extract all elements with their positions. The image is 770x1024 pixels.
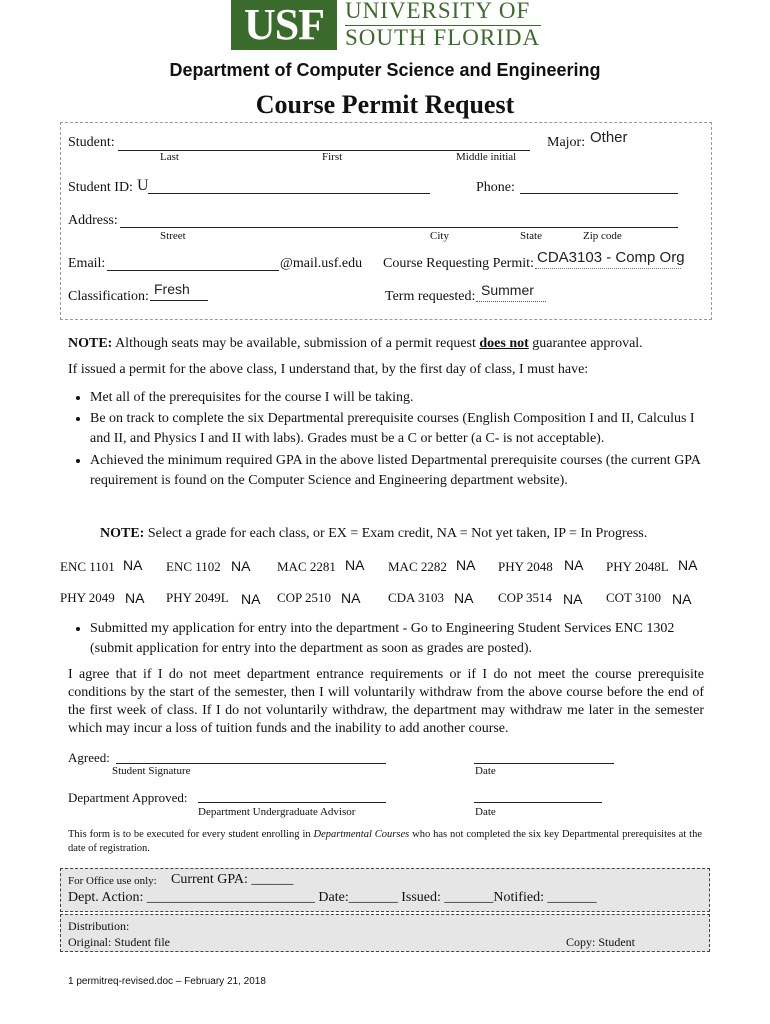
distribution-copy: Copy: Student [566, 935, 636, 949]
application-list [68, 619, 706, 659]
major-label: Major: [547, 135, 586, 150]
distribution-label: Distribution: [68, 919, 130, 933]
usf-logo-line1: UNIVERSITY OF [345, 0, 531, 23]
email-field[interactable] [107, 270, 279, 271]
grade-course-phy2048l: PHY 2048L [606, 559, 669, 574]
term-field[interactable]: Summer [481, 282, 534, 298]
student-id-prefix: U [137, 177, 149, 194]
grade-course-mac2282: MAC 2282 [388, 559, 447, 574]
phone-label: Phone: [476, 180, 515, 195]
sublabel-city: City [430, 230, 449, 242]
list-item: • Achieved the minimum required GPA in the above listed Departmental prerequisite courses (the current GPA requirement is found on the Computer Science and Engineering department website). [90, 451, 706, 491]
footnote-text-b: who has not completed the six key Departmental prerequisites at the date of registration. [68, 829, 702, 854]
date-caption-2: Date [475, 806, 496, 818]
grade-course-phy2048: PHY 2048 [498, 559, 553, 574]
sublabel-zip: Zip code [583, 230, 622, 242]
sublabel-street: Street [160, 230, 186, 242]
office-use-label: For Office use only: [68, 875, 157, 887]
agreed-label: Agreed: [68, 750, 110, 765]
usf-logo-line2: SOUTH FLORIDA [345, 25, 541, 50]
date-field-2[interactable] [474, 802, 602, 803]
usf-logo-mark: USF [231, 0, 337, 50]
footnote-italic: Departmental Courses [313, 829, 410, 840]
intro-text: If issued a permit for the above class, I understand that, by the first day of class, I must have: [68, 362, 589, 377]
list-item: • Be on track to complete the six Departmental prerequisite courses (English Composition I and II, Calculus I and II, and Physics I and II with labs). Grades must be a C or better (a C- is not acceptable). [90, 409, 706, 449]
advisor-signature-field[interactable] [198, 802, 386, 803]
grade-course-cot3100: COT 3100 [606, 590, 662, 605]
note-approval-text-b: guarantee approval. [528, 336, 643, 351]
grade-course-cda3103: CDA 3103 [388, 590, 444, 605]
note-approval-text-a: Although seats may be available, submission of a permit request [112, 336, 480, 351]
distribution-original: Original: Student file [68, 935, 170, 949]
distribution-box [60, 914, 710, 952]
phone-field[interactable] [520, 193, 678, 194]
course-field[interactable]: CDA3103 - Comp Org [537, 249, 685, 266]
usf-logo [231, 0, 541, 50]
note-grades [100, 526, 647, 542]
student-id-field[interactable] [148, 193, 430, 194]
sublabel-middle: Middle initial [456, 151, 517, 163]
date-caption-1: Date [475, 765, 496, 777]
grade-course-enc1101: ENC 1101 [60, 559, 115, 574]
note-grades-text: Select a grade for each class, or EX = Exam credit, NA = Not yet taken, IP = In Progress. [144, 526, 648, 541]
grade-select-cot3100[interactable]: NA [672, 591, 692, 607]
dept-action-line: Dept. Action: ________________________ Date:_______ Issued: _______Notified: _______ [68, 890, 597, 905]
grade-select-cop2510[interactable]: NA [341, 590, 361, 606]
note-approval [68, 336, 643, 352]
term-label: Term requested: [385, 289, 476, 304]
page-title: Course Permit Request [255, 90, 515, 119]
student-signature-caption: Student Signature [112, 765, 191, 777]
grade-course-enc1102: ENC 1102 [166, 559, 221, 574]
grade-select-mac2282[interactable]: NA [456, 557, 476, 573]
classification-field[interactable]: Fresh [154, 281, 190, 297]
grade-course-cop3514: COP 3514 [498, 590, 553, 605]
student-signature-field[interactable] [116, 763, 386, 764]
grade-course-cop2510: COP 2510 [277, 590, 332, 605]
advisor-caption: Department Undergraduate Advisor [198, 806, 356, 818]
grade-course-phy2049l: PHY 2049L [166, 590, 229, 605]
grade-select-cda3103[interactable]: NA [454, 590, 474, 606]
classification-label: Classification: [68, 289, 149, 304]
email-domain: @mail.usf.edu [280, 256, 363, 271]
classification-line [150, 300, 208, 301]
grade-select-phy2049[interactable]: NA [125, 590, 145, 606]
note-approval-bold: NOTE: [68, 336, 113, 351]
grade-select-phy2048l[interactable]: NA [678, 557, 698, 573]
course-label: Course Requesting Permit: [383, 256, 534, 271]
grade-select-mac2281[interactable]: NA [345, 557, 365, 573]
address-field[interactable] [120, 227, 678, 228]
grade-select-cop3514[interactable]: NA [563, 591, 583, 607]
grade-course-phy2049: PHY 2049 [60, 590, 115, 605]
agreement-text: I agree that if I do not meet department entrance requirements or if I do not meet the course prerequisite conditions by the start of the semester, then I will voluntarily withdraw from the above course before the end of the first week of class. If I do not voluntarily withdraw, the department may withdraw me later in the semester which may incur a loss of tuition funds and the inability to add another course. [68, 667, 704, 736]
requirements-list [68, 388, 706, 491]
page-footer: 1 permitreq-revised.doc – February 21, 2018 [68, 976, 266, 987]
grade-select-enc1102[interactable]: NA [231, 558, 251, 574]
address-label: Address: [68, 213, 118, 228]
sublabel-last: Last [160, 151, 179, 163]
major-field[interactable]: Other [590, 129, 628, 146]
list-item: • Met all of the prerequisites for the course I will be taking. [90, 388, 706, 408]
course-field-line [535, 268, 681, 269]
date-field-1[interactable] [474, 763, 614, 764]
student-id-label: Student ID: [68, 180, 133, 195]
student-label: Student: [68, 135, 115, 150]
dept-approved-label: Department Approved: [68, 790, 188, 805]
note-approval-underline: does not [479, 336, 529, 351]
term-line [476, 301, 546, 302]
sublabel-state: State [520, 230, 542, 242]
grade-course-mac2281: MAC 2281 [277, 559, 336, 574]
office-use-box [60, 868, 710, 912]
current-gpa-field: Current GPA: ______ [171, 872, 294, 887]
department-heading: Department of Computer Science and Engineering [169, 60, 601, 80]
note-grades-bold: NOTE: [100, 526, 145, 541]
grade-select-enc1101[interactable]: NA [123, 557, 143, 573]
footnote-text-a: This form is to be executed for every student enrolling in [68, 829, 314, 840]
email-label: Email: [68, 256, 106, 271]
grade-select-phy2049l[interactable]: NA [241, 591, 261, 607]
registration-footnote [68, 828, 702, 856]
sublabel-first: First [322, 151, 343, 163]
grade-select-phy2048[interactable]: NA [564, 557, 584, 573]
list-item: • Submitted my application for entry into the department - Go to Engineering Student Services ENC 1302 (submit application for entry into the department as soon as grades are posted). [90, 619, 706, 659]
